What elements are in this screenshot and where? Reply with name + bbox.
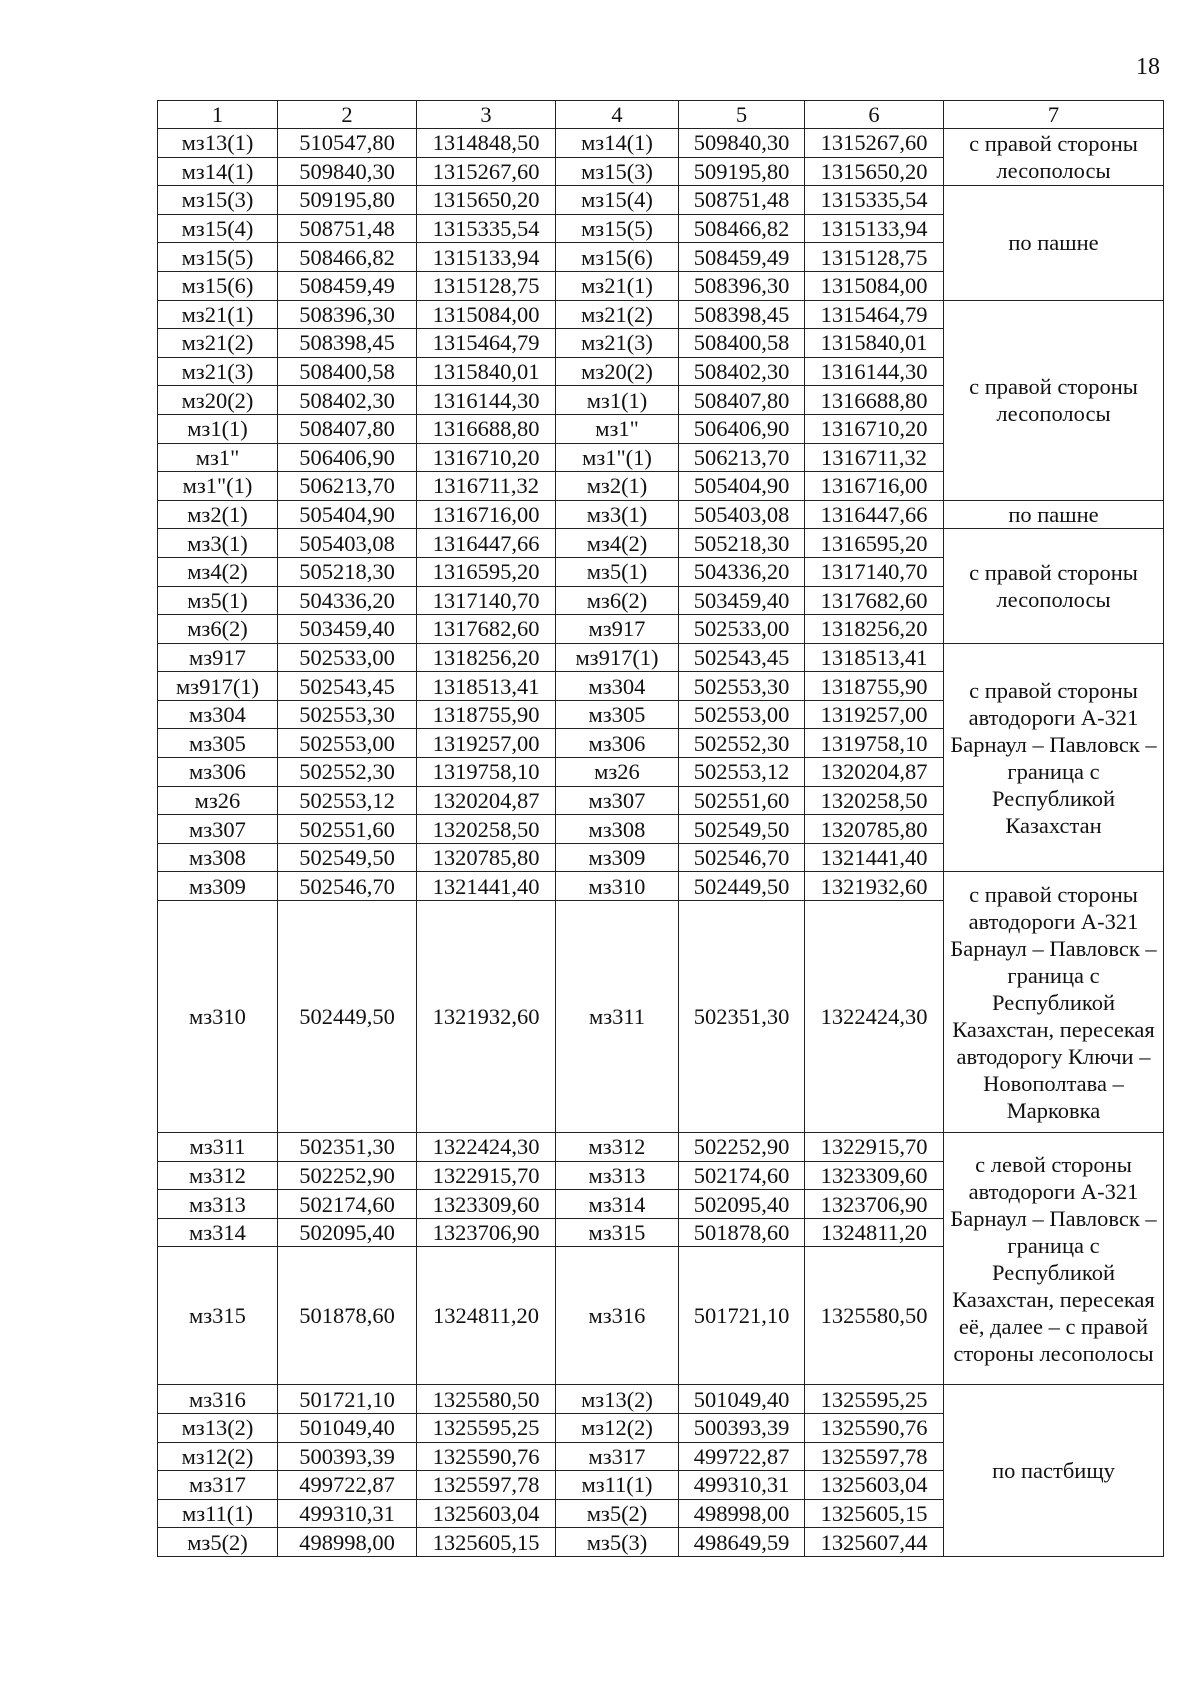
- point-name-cell: мз26: [556, 758, 679, 787]
- coordinate-cell: 1321441,40: [805, 843, 944, 872]
- coordinate-cell: 508751,48: [278, 214, 417, 243]
- coordinate-cell: 1317682,60: [805, 586, 944, 615]
- coordinate-cell: 1314848,50: [417, 129, 556, 158]
- coordinate-cell: 1323706,90: [417, 1218, 556, 1247]
- coordinate-cell: 502543,45: [278, 672, 417, 701]
- coordinate-cell: 508398,45: [278, 329, 417, 358]
- coordinate-cell: 1318256,20: [417, 643, 556, 672]
- coordinate-cell: 1320258,50: [805, 786, 944, 815]
- point-name-cell: мз313: [556, 1161, 679, 1190]
- coordinate-cell: 502551,60: [278, 815, 417, 844]
- coordinate-cell: 1321932,60: [417, 901, 556, 1133]
- column-header: 2: [278, 101, 417, 129]
- point-name-cell: мз15(3): [556, 157, 679, 186]
- coordinate-cell: 508402,30: [278, 386, 417, 415]
- coordinate-cell: 1315464,79: [417, 329, 556, 358]
- point-name-cell: мз311: [158, 1133, 278, 1162]
- coordinate-cell: 502095,40: [679, 1190, 805, 1219]
- coordinate-cell: 502252,90: [679, 1133, 805, 1162]
- coordinate-cell: 501049,40: [278, 1414, 417, 1443]
- point-name-cell: мз306: [556, 729, 679, 758]
- column-header: 7: [944, 101, 1164, 129]
- coordinate-cell: 1317682,60: [417, 615, 556, 644]
- coordinate-cell: 502546,70: [278, 872, 417, 901]
- coordinate-cell: 499310,31: [679, 1471, 805, 1500]
- coordinate-cell: 501721,10: [679, 1247, 805, 1385]
- point-name-cell: мз314: [556, 1190, 679, 1219]
- table-row: [158, 872, 1164, 901]
- column-header: 1: [158, 101, 278, 129]
- coordinate-cell: 508402,30: [679, 357, 805, 386]
- point-name-cell: мз15(6): [158, 271, 278, 300]
- coordinate-cell: 502553,12: [679, 758, 805, 787]
- coordinate-cell: 502551,60: [679, 786, 805, 815]
- coordinate-cell: 1325605,15: [805, 1499, 944, 1528]
- table-row: [158, 129, 1164, 158]
- point-name-cell: мз304: [158, 700, 278, 729]
- point-name-cell: мз3(1): [556, 500, 679, 529]
- coordinate-cell: 1317140,70: [417, 586, 556, 615]
- point-name-cell: мз917: [158, 643, 278, 672]
- coordinate-cell: 1315650,20: [805, 157, 944, 186]
- coordinate-cell: 499722,87: [278, 1471, 417, 1500]
- point-name-cell: мз917(1): [556, 643, 679, 672]
- point-name-cell: мз21(1): [158, 300, 278, 329]
- coordinate-cell: 502553,00: [278, 729, 417, 758]
- point-name-cell: мз316: [158, 1385, 278, 1414]
- coordinate-cell: 501878,60: [679, 1218, 805, 1247]
- coordinate-cell: 508407,80: [278, 414, 417, 443]
- coordinate-cell: 506406,90: [679, 414, 805, 443]
- point-name-cell: мз21(3): [556, 329, 679, 358]
- coordinate-cell: 1315335,54: [805, 186, 944, 215]
- coordinate-cell: 1325605,15: [417, 1528, 556, 1557]
- coordinate-cell: 1318513,41: [417, 672, 556, 701]
- point-name-cell: мз15(5): [556, 214, 679, 243]
- point-name-cell: мз917: [556, 615, 679, 644]
- coordinate-cell: 1319257,00: [805, 700, 944, 729]
- coordinate-cell: 1323309,60: [805, 1161, 944, 1190]
- point-name-cell: мз6(2): [158, 615, 278, 644]
- coordinate-cell: 508400,58: [679, 329, 805, 358]
- point-name-cell: мз305: [556, 700, 679, 729]
- boundary-description-cell: с правой стороны автодороги А-321 Барнаул – Павловск – граница с Республикой Казахстан: [944, 643, 1164, 872]
- point-name-cell: мз1(1): [556, 386, 679, 415]
- coordinate-cell: 1325603,04: [417, 1499, 556, 1528]
- coordinate-cell: 1315840,01: [417, 357, 556, 386]
- point-name-cell: мз5(2): [158, 1528, 278, 1557]
- coordinate-cell: 1316688,80: [805, 386, 944, 415]
- coordinate-cell: 1316711,32: [417, 472, 556, 501]
- point-name-cell: мз312: [556, 1133, 679, 1162]
- coordinate-cell: 1325607,44: [805, 1528, 944, 1557]
- page-number: 18: [1136, 54, 1160, 80]
- coordinate-cell: 1315267,60: [805, 129, 944, 158]
- coordinate-cell: 1316716,00: [417, 500, 556, 529]
- coordinate-cell: 1315084,00: [417, 300, 556, 329]
- point-name-cell: мз5(2): [556, 1499, 679, 1528]
- coordinate-cell: 502351,30: [278, 1133, 417, 1162]
- coordinate-cell: 500393,39: [278, 1442, 417, 1471]
- coordinate-cell: 509840,30: [679, 129, 805, 158]
- header-row: [158, 101, 1164, 129]
- coordinate-cell: 1320258,50: [417, 815, 556, 844]
- point-name-cell: мз311: [556, 901, 679, 1133]
- coordinate-cell: 505404,90: [278, 500, 417, 529]
- point-name-cell: мз310: [158, 901, 278, 1133]
- coordinate-cell: 1325597,78: [805, 1442, 944, 1471]
- coordinate-cell: 505404,90: [679, 472, 805, 501]
- point-name-cell: мз5(1): [158, 586, 278, 615]
- coordinate-cell: 1315650,20: [417, 186, 556, 215]
- point-name-cell: мз12(2): [556, 1414, 679, 1443]
- coordinate-cell: 502546,70: [679, 843, 805, 872]
- coordinate-cell: 505218,30: [679, 529, 805, 558]
- point-name-cell: мз20(2): [556, 357, 679, 386]
- point-name-cell: мз315: [158, 1247, 278, 1385]
- coordinate-cell: 498649,59: [679, 1528, 805, 1557]
- coordinate-cell: 506213,70: [679, 443, 805, 472]
- coordinate-cell: 1322424,30: [805, 901, 944, 1133]
- coordinate-cell: 508459,49: [679, 243, 805, 272]
- point-name-cell: мз4(2): [158, 557, 278, 586]
- point-name-cell: мз1": [158, 443, 278, 472]
- coordinate-cell: 1319257,00: [417, 729, 556, 758]
- boundary-description-cell: с правой стороны лесополосы: [944, 129, 1164, 186]
- point-name-cell: мз21(3): [158, 357, 278, 386]
- coordinate-cell: 502553,30: [679, 672, 805, 701]
- point-name-cell: мз5(3): [556, 1528, 679, 1557]
- coordinate-cell: 1325590,76: [417, 1442, 556, 1471]
- coordinate-cell: 498998,00: [278, 1528, 417, 1557]
- coordinate-cell: 1322424,30: [417, 1133, 556, 1162]
- coordinate-cell: 1316711,32: [805, 443, 944, 472]
- point-name-cell: мз917(1): [158, 672, 278, 701]
- coordinate-cell: 499722,87: [679, 1442, 805, 1471]
- point-name-cell: мз14(1): [556, 129, 679, 158]
- coordinate-cell: 502252,90: [278, 1161, 417, 1190]
- coordinate-cell: 1315267,60: [417, 157, 556, 186]
- coordinate-cell: 509195,80: [278, 186, 417, 215]
- point-name-cell: мз26: [158, 786, 278, 815]
- point-name-cell: мз1"(1): [158, 472, 278, 501]
- coordinate-cell: 509840,30: [278, 157, 417, 186]
- coordinate-cell: 502549,50: [278, 843, 417, 872]
- coordinate-cell: 502549,50: [679, 815, 805, 844]
- boundary-description-cell: по пашне: [944, 500, 1164, 529]
- coordinate-cell: 506213,70: [278, 472, 417, 501]
- coordinate-cell: 1315128,75: [805, 243, 944, 272]
- point-name-cell: мз13(2): [158, 1414, 278, 1443]
- point-name-cell: мз313: [158, 1190, 278, 1219]
- point-name-cell: мз308: [556, 815, 679, 844]
- point-name-cell: мз314: [158, 1218, 278, 1247]
- coordinate-cell: 508407,80: [679, 386, 805, 415]
- boundary-description-cell: с правой стороны лесополосы: [944, 529, 1164, 643]
- coordinate-cell: 502553,12: [278, 786, 417, 815]
- point-name-cell: мз2(1): [158, 500, 278, 529]
- coordinate-cell: 1320785,80: [805, 815, 944, 844]
- point-name-cell: мз307: [158, 815, 278, 844]
- coordinate-cell: 1315084,00: [805, 271, 944, 300]
- coordinate-cell: 1316447,66: [417, 529, 556, 558]
- point-name-cell: мз21(1): [556, 271, 679, 300]
- coordinate-cell: 1316688,80: [417, 414, 556, 443]
- point-name-cell: мз11(1): [158, 1499, 278, 1528]
- point-name-cell: мз1": [556, 414, 679, 443]
- point-name-cell: мз5(1): [556, 557, 679, 586]
- coordinate-cell: 502449,50: [278, 901, 417, 1133]
- point-name-cell: мз12(2): [158, 1442, 278, 1471]
- point-name-cell: мз4(2): [556, 529, 679, 558]
- coordinate-cell: 505218,30: [278, 557, 417, 586]
- point-name-cell: мз316: [556, 1247, 679, 1385]
- coordinate-cell: 1316447,66: [805, 500, 944, 529]
- point-name-cell: мз315: [556, 1218, 679, 1247]
- point-name-cell: мз6(2): [556, 586, 679, 615]
- coordinate-cell: 498998,00: [679, 1499, 805, 1528]
- coordinate-cell: 508398,45: [679, 300, 805, 329]
- coordinate-cell: 1325597,78: [417, 1471, 556, 1500]
- point-name-cell: мз13(2): [556, 1385, 679, 1414]
- coordinate-cell: 502543,45: [679, 643, 805, 672]
- column-header: 4: [556, 101, 679, 129]
- point-name-cell: мз304: [556, 672, 679, 701]
- coordinate-cell: 502174,60: [278, 1190, 417, 1219]
- coordinate-cell: 502552,30: [278, 758, 417, 787]
- table-row: [158, 1385, 1164, 1414]
- coordinate-cell: 1318256,20: [805, 615, 944, 644]
- table-row: [158, 300, 1164, 329]
- coordinate-cell: 1315335,54: [417, 214, 556, 243]
- coordinate-cell: 1323706,90: [805, 1190, 944, 1219]
- boundary-description-cell: с правой стороны автодороги А-321 Барнаул – Павловск – граница с Республикой Казахстан, пересекая автодорогу Ключи – Новополтава – Марковка: [944, 872, 1164, 1133]
- coordinate-cell: 508466,82: [278, 243, 417, 272]
- coordinate-cell: 1316595,20: [417, 557, 556, 586]
- coordinate-cell: 502351,30: [679, 901, 805, 1133]
- coordinate-cell: 1321932,60: [805, 872, 944, 901]
- coordinate-cell: 1316710,20: [417, 443, 556, 472]
- coordinate-cell: 1322915,70: [805, 1133, 944, 1162]
- coordinate-cell: 1320204,87: [805, 758, 944, 787]
- point-name-cell: мз306: [158, 758, 278, 787]
- coordinate-cell: 1325580,50: [417, 1385, 556, 1414]
- point-name-cell: мз21(2): [556, 300, 679, 329]
- point-name-cell: мз3(1): [158, 529, 278, 558]
- coordinate-cell: 1325580,50: [805, 1247, 944, 1385]
- boundary-description-cell: с правой стороны лесополосы: [944, 300, 1164, 500]
- coordinate-cell: 1315840,01: [805, 329, 944, 358]
- point-name-cell: мз310: [556, 872, 679, 901]
- coordinate-cell: 1323309,60: [417, 1190, 556, 1219]
- coordinate-cell: 504336,20: [679, 557, 805, 586]
- coordinate-cell: 501721,10: [278, 1385, 417, 1414]
- coordinate-cell: 1319758,10: [805, 729, 944, 758]
- point-name-cell: мз305: [158, 729, 278, 758]
- coordinate-cell: 505403,08: [278, 529, 417, 558]
- coordinate-cell: 502095,40: [278, 1218, 417, 1247]
- coordinate-cell: 1315128,75: [417, 271, 556, 300]
- coordinate-cell: 1325595,25: [417, 1414, 556, 1443]
- coordinate-cell: 502553,30: [278, 700, 417, 729]
- coordinate-cell: 1319758,10: [417, 758, 556, 787]
- table-row: [158, 643, 1164, 672]
- point-name-cell: мз15(4): [158, 214, 278, 243]
- coordinate-cell: 1315464,79: [805, 300, 944, 329]
- point-name-cell: мз308: [158, 843, 278, 872]
- column-header: 5: [679, 101, 805, 129]
- coordinate-cell: 508396,30: [278, 300, 417, 329]
- coordinate-cell: 502553,00: [679, 700, 805, 729]
- point-name-cell: мз15(3): [158, 186, 278, 215]
- coordinate-cell: 509195,80: [679, 157, 805, 186]
- coordinate-cell: 501049,40: [679, 1385, 805, 1414]
- coordinate-cell: 506406,90: [278, 443, 417, 472]
- point-name-cell: мз317: [158, 1471, 278, 1500]
- coordinate-cell: 1318755,90: [805, 672, 944, 701]
- column-header: 3: [417, 101, 556, 129]
- point-name-cell: мз1"(1): [556, 443, 679, 472]
- point-name-cell: мз317: [556, 1442, 679, 1471]
- table-row: [158, 1133, 1164, 1162]
- boundary-description-cell: с левой стороны автодороги А-321 Барнаул – Павловск – граница с Республикой Казахстан, пересекая её, далее – с правой стороны лесополосы: [944, 1133, 1164, 1385]
- point-name-cell: мз14(1): [158, 157, 278, 186]
- coordinate-cell: 500393,39: [679, 1414, 805, 1443]
- coordinate-cell: 502174,60: [679, 1161, 805, 1190]
- coordinate-cell: 508459,49: [278, 271, 417, 300]
- coordinate-cell: 510547,80: [278, 129, 417, 158]
- coordinate-cell: 1322915,70: [417, 1161, 556, 1190]
- column-header: 6: [805, 101, 944, 129]
- point-name-cell: мз13(1): [158, 129, 278, 158]
- table-row: [158, 186, 1164, 215]
- point-name-cell: мз20(2): [158, 386, 278, 415]
- coordinate-cell: 1315133,94: [417, 243, 556, 272]
- coordinate-cell: 502533,00: [679, 615, 805, 644]
- point-name-cell: мз312: [158, 1161, 278, 1190]
- coordinate-cell: 501878,60: [278, 1247, 417, 1385]
- point-name-cell: мз15(4): [556, 186, 679, 215]
- point-name-cell: мз309: [556, 843, 679, 872]
- boundary-description-cell: по пастбищу: [944, 1385, 1164, 1557]
- coordinate-cell: 1325595,25: [805, 1385, 944, 1414]
- coordinate-cell: 1318755,90: [417, 700, 556, 729]
- coordinate-cell: 1316144,30: [417, 386, 556, 415]
- coordinate-cell: 508396,30: [679, 271, 805, 300]
- coordinate-cell: 1318513,41: [805, 643, 944, 672]
- coordinate-cell: 1320204,87: [417, 786, 556, 815]
- coordinate-cell: 1320785,80: [417, 843, 556, 872]
- coordinates-table: [157, 100, 1164, 1557]
- coordinate-cell: 1325590,76: [805, 1414, 944, 1443]
- coordinate-cell: 1316144,30: [805, 357, 944, 386]
- point-name-cell: мз15(5): [158, 243, 278, 272]
- point-name-cell: мз21(2): [158, 329, 278, 358]
- coordinate-cell: 508400,58: [278, 357, 417, 386]
- coordinate-cell: 1316595,20: [805, 529, 944, 558]
- coordinate-cell: 508466,82: [679, 214, 805, 243]
- table-row: [158, 529, 1164, 558]
- boundary-description-cell: по пашне: [944, 186, 1164, 300]
- point-name-cell: мз2(1): [556, 472, 679, 501]
- point-name-cell: мз307: [556, 786, 679, 815]
- coordinate-cell: 1317140,70: [805, 557, 944, 586]
- coordinate-cell: 508751,48: [679, 186, 805, 215]
- table-body: [158, 129, 1164, 1557]
- coordinate-cell: 502533,00: [278, 643, 417, 672]
- coordinate-cell: 1321441,40: [417, 872, 556, 901]
- coordinate-cell: 503459,40: [679, 586, 805, 615]
- coordinate-cell: 1315133,94: [805, 214, 944, 243]
- coordinate-cell: 1316710,20: [805, 414, 944, 443]
- coordinate-cell: 505403,08: [679, 500, 805, 529]
- table-row: [158, 500, 1164, 529]
- coordinate-cell: 502449,50: [679, 872, 805, 901]
- point-name-cell: мз309: [158, 872, 278, 901]
- point-name-cell: мз15(6): [556, 243, 679, 272]
- coordinate-cell: 1324811,20: [417, 1247, 556, 1385]
- coordinate-cell: 503459,40: [278, 615, 417, 644]
- coordinate-cell: 502552,30: [679, 729, 805, 758]
- point-name-cell: мз11(1): [556, 1471, 679, 1500]
- coordinate-cell: 499310,31: [278, 1499, 417, 1528]
- coordinate-cell: 1316716,00: [805, 472, 944, 501]
- coordinate-cell: 1325603,04: [805, 1471, 944, 1500]
- coordinate-cell: 504336,20: [278, 586, 417, 615]
- coordinate-cell: 1324811,20: [805, 1218, 944, 1247]
- point-name-cell: мз1(1): [158, 414, 278, 443]
